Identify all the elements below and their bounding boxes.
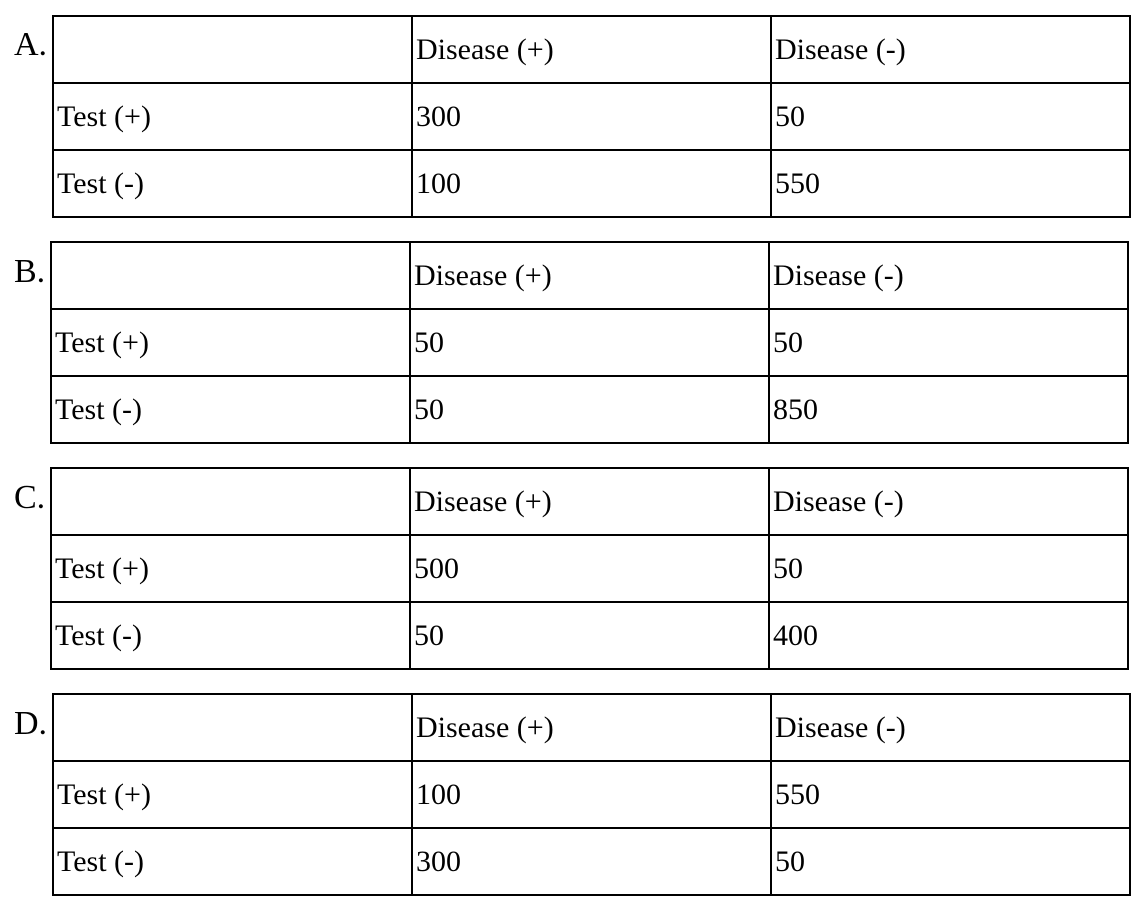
header-cell-disease-negative: Disease (-) bbox=[771, 694, 1130, 761]
header-cell-disease-negative: Disease (-) bbox=[769, 468, 1128, 535]
option-letter: B. bbox=[14, 253, 46, 290]
row-label-test-positive: Test (+) bbox=[53, 761, 412, 828]
row-label-test-positive: Test (+) bbox=[51, 535, 410, 602]
cell-value: 100 bbox=[412, 761, 771, 828]
table-header-row bbox=[53, 694, 1130, 761]
cell-value: 50 bbox=[771, 83, 1130, 150]
row-label-test-positive: Test (+) bbox=[51, 309, 410, 376]
cell-value: 300 bbox=[412, 828, 771, 895]
header-cell-disease-positive: Disease (+) bbox=[412, 16, 771, 83]
cell-value: 400 bbox=[769, 602, 1128, 669]
option-letter: D. bbox=[14, 705, 48, 742]
table-row bbox=[51, 602, 1128, 669]
cell-value: 850 bbox=[769, 376, 1128, 443]
cell-value: 300 bbox=[412, 83, 771, 150]
contingency-table bbox=[50, 467, 1129, 670]
cell-value: 50 bbox=[410, 602, 769, 669]
header-cell-empty bbox=[51, 242, 410, 309]
row-label-test-negative: Test (-) bbox=[51, 376, 410, 443]
cell-value: 500 bbox=[410, 535, 769, 602]
cell-value: 50 bbox=[410, 376, 769, 443]
table-row bbox=[51, 535, 1128, 602]
header-cell-disease-positive: Disease (+) bbox=[410, 468, 769, 535]
cell-value: 50 bbox=[769, 309, 1128, 376]
contingency-table bbox=[52, 693, 1131, 896]
header-cell-disease-negative: Disease (-) bbox=[771, 16, 1130, 83]
table-row bbox=[53, 761, 1130, 828]
cell-value: 550 bbox=[771, 150, 1130, 217]
table-row bbox=[51, 376, 1128, 443]
contingency-table bbox=[52, 15, 1131, 218]
table-row bbox=[51, 309, 1128, 376]
option-letter: A. bbox=[14, 26, 48, 63]
table-row bbox=[53, 83, 1130, 150]
option-letter: C. bbox=[14, 479, 46, 516]
header-cell-disease-positive: Disease (+) bbox=[410, 242, 769, 309]
header-cell-disease-negative: Disease (-) bbox=[769, 242, 1128, 309]
row-label-test-negative: Test (-) bbox=[53, 828, 412, 895]
cell-value: 50 bbox=[410, 309, 769, 376]
table-row bbox=[53, 150, 1130, 217]
cell-value: 50 bbox=[771, 828, 1130, 895]
contingency-table bbox=[50, 241, 1129, 444]
cell-value: 550 bbox=[771, 761, 1130, 828]
row-label-test-negative: Test (-) bbox=[51, 602, 410, 669]
table-header-row bbox=[51, 242, 1128, 309]
table-row bbox=[53, 828, 1130, 895]
table-header-row bbox=[51, 468, 1128, 535]
header-cell-empty bbox=[53, 694, 412, 761]
header-cell-empty bbox=[53, 16, 412, 83]
row-label-test-negative: Test (-) bbox=[53, 150, 412, 217]
cell-value: 100 bbox=[412, 150, 771, 217]
header-cell-empty bbox=[51, 468, 410, 535]
header-cell-disease-positive: Disease (+) bbox=[412, 694, 771, 761]
row-label-test-positive: Test (+) bbox=[53, 83, 412, 150]
table-header-row bbox=[53, 16, 1130, 83]
cell-value: 50 bbox=[769, 535, 1128, 602]
